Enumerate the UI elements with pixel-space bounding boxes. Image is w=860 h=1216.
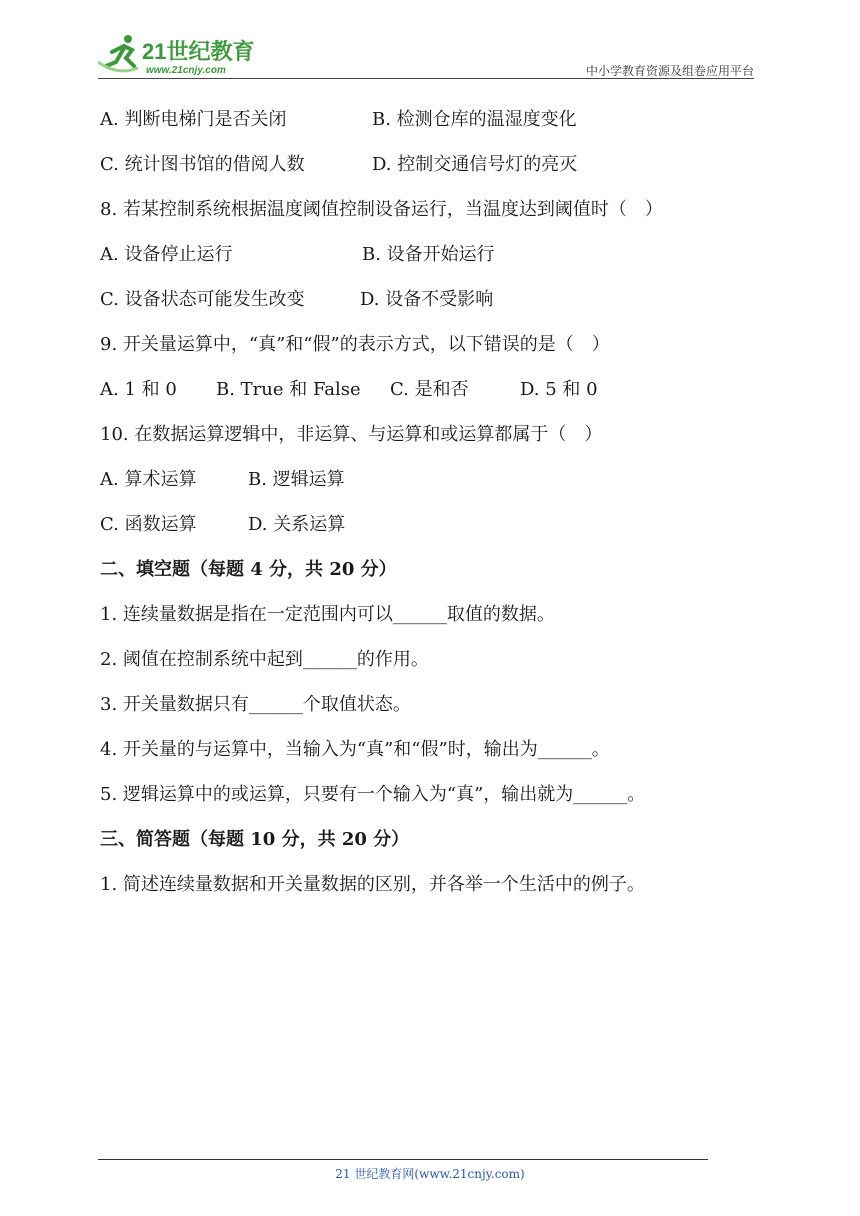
question-8: 8. 若某控制系统根据温度阈值控制设备运行，当温度达到阈值时（ ） [100, 199, 663, 220]
question-10: 10. 在数据运算逻辑中，非运算、与运算和或运算都属于（ ） [100, 424, 603, 445]
fill-question-1: 1. 连续量数据是指在一定范围内可以______取值的数据。 [100, 604, 555, 625]
footer-divider [98, 1159, 708, 1160]
question-9: 9. 开关量运算中，“真”和“假”的表示方式，以下错误的是（ ） [100, 334, 610, 355]
logo-url: www.21cnjy.com [146, 65, 226, 76]
section-fill-blank-heading: 二、填空题（每题 4 分，共 20 分） [100, 559, 397, 580]
q10-option-a: A. 算术运算 [100, 469, 197, 490]
q7-option-b: B. 检测仓库的温湿度变化 [372, 109, 577, 130]
q7-options-row-1 [100, 105, 760, 150]
q9-options-row [100, 375, 760, 420]
question-content [100, 105, 760, 915]
fill-question-4: 4. 开关量的与运算中，当输入为“真”和“假”时，输出为______。 [100, 739, 610, 760]
q9-option-a: A. 1 和 0 [100, 379, 177, 400]
short-answer-question-1: 1. 简述连续量数据和开关量数据的区别，并各举一个生活中的例子。 [100, 874, 645, 895]
q9-option-c: C. 是和否 [390, 379, 469, 400]
q9-option-d: D. 5 和 0 [520, 379, 598, 400]
q10-option-b: B. 逻辑运算 [248, 469, 345, 490]
q8-options-row-2 [100, 285, 760, 330]
header-divider [98, 78, 754, 79]
site-logo [98, 32, 268, 76]
logo-text: 21世纪教育 [142, 39, 255, 64]
q8-option-b: B. 设备开始运行 [362, 244, 495, 265]
fill-question-2: 2. 阈值在控制系统中起到______的作用。 [100, 649, 429, 670]
q7-option-c: C. 统计图书馆的借阅人数 [100, 154, 305, 175]
page-header [98, 28, 754, 80]
q7-options-row-2 [100, 150, 760, 195]
footer-link[interactable]: 21 世纪教育网(www.21cnjy.com) [335, 1167, 525, 1181]
q10-option-d: D. 关系运算 [248, 514, 346, 535]
q8-option-a: A. 设备停止运行 [100, 244, 233, 265]
platform-title: 中小学教育资源及组卷应用平台 [585, 64, 754, 78]
q10-options-row-2 [100, 510, 760, 555]
section-short-answer-heading: 三、简答题（每题 10 分，共 20 分） [100, 829, 410, 850]
q8-options-row-1 [100, 240, 760, 285]
fill-question-3: 3. 开关量数据只有______个取值状态。 [100, 694, 411, 715]
q8-option-d: D. 设备不受影响 [360, 289, 494, 310]
q7-option-d: D. 控制交通信号灯的亮灭 [372, 154, 578, 175]
q7-option-a: A. 判断电梯门是否关闭 [100, 109, 287, 130]
q8-option-c: C. 设备状态可能发生改变 [100, 289, 305, 310]
q9-option-b: B. True 和 False [216, 379, 361, 400]
q10-options-row-1 [100, 465, 760, 510]
q10-option-c: C. 函数运算 [100, 514, 197, 535]
fill-question-5: 5. 逻辑运算中的或运算，只要有一个输入为“真”，输出就为______。 [100, 784, 646, 805]
